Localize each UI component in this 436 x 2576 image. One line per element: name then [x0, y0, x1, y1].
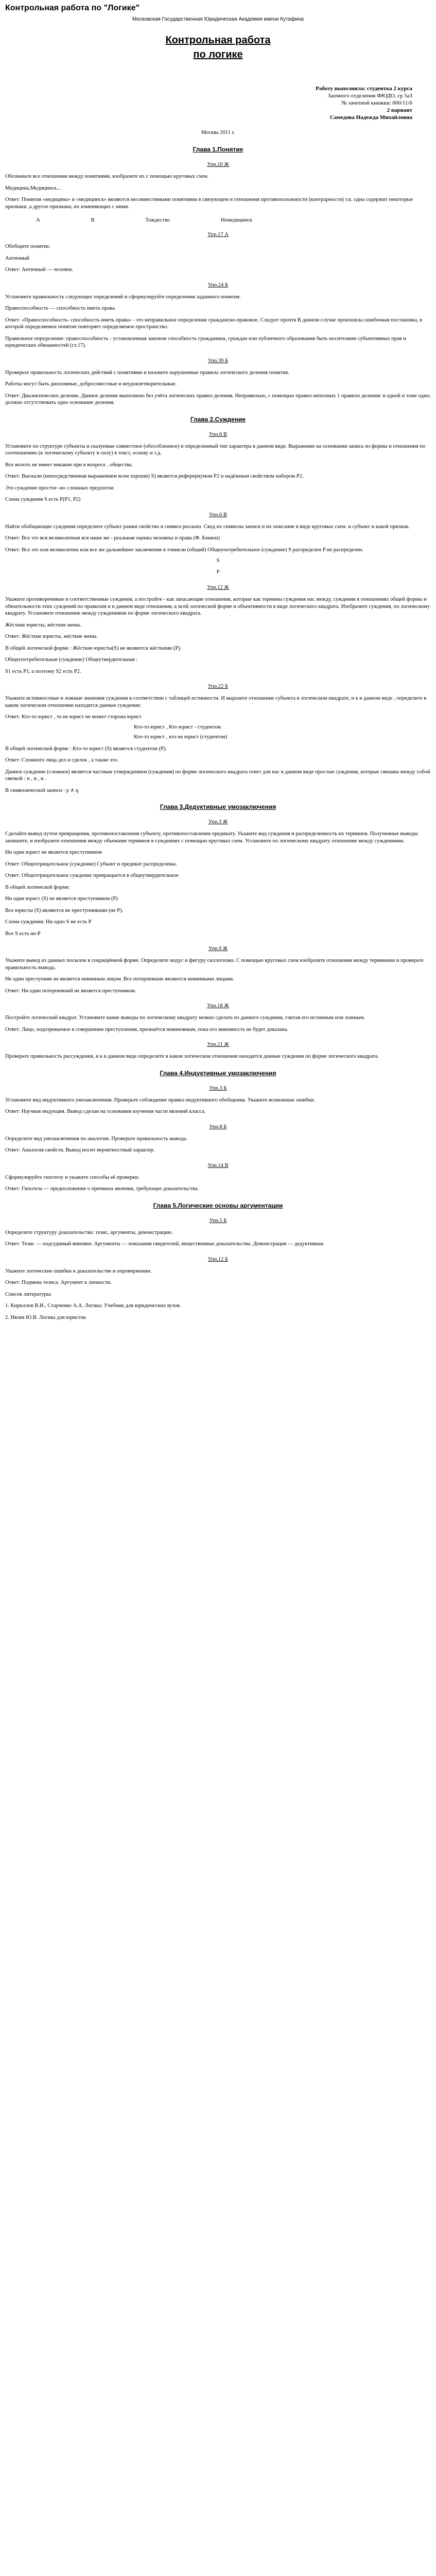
- paragraph: Список литературы:: [5, 1291, 52, 1297]
- diagram-label: Тождество: [145, 217, 170, 223]
- paragraph: Установите по структуре субъекты и сказуемые совместное (обособленное) и определенный тип характера в данном виде. Выражение на основании запись из формы и отношения по соотношению (к логическому субъекту в силу) в текст, основу и т.д.: [5, 443, 426, 456]
- paragraph: Это суждение простое «в» сложных предлогом: [5, 485, 114, 491]
- paragraph: Кто-то юрист , Кто юрист - студентом: [134, 724, 221, 730]
- paragraph: Общеупотребительная (суждение) Общеутвердительная :: [5, 657, 138, 663]
- paragraph: Ответ: Ни один потерпевший не является преступником.: [5, 988, 136, 994]
- paragraph: Определите структуру доказательства: тезис, аргументы, демонстрацию.: [5, 1229, 173, 1235]
- paragraph: Ответ: Общеотрицательное (суждение) Субъект и предикат распределены.: [5, 861, 177, 867]
- exercise-number: Упр.18 Ж: [207, 1003, 229, 1009]
- exercise-number: Упр.22 Б: [207, 684, 229, 689]
- paragraph: Медицина,Медицинск...: [5, 185, 61, 191]
- paragraph: Ответ: Научная индукция. Вывод сделан на основании изучения части явлений класса.: [5, 1109, 206, 1114]
- paragraph: Ответ: «Правоспособность- способность иметь права» - это неправильное определение гражданско-правовое. Следует прочтя В данном случае произошла ошибочная постановка, в которой определяемое понятие повторяет определяемое пространство.: [5, 317, 423, 330]
- paragraph: Ни один юрист не является преступником: [5, 850, 102, 855]
- paragraph: Проверьте правильность логических действий с понятиями и назовите нарушенные правила логического деления понятия.: [5, 369, 289, 376]
- author-line-3: № зачетной книжки: 000/11/6: [341, 100, 412, 106]
- diagram-label: А: [36, 217, 40, 223]
- paragraph: Проверьте правильность рассуждения, и к в данном виде определите в каком логическом отношении находятся данные суждения по форме логического квадрата.: [5, 1054, 379, 1059]
- big-title-line-2: по логике: [193, 49, 243, 60]
- paragraph: Схема суждения: Ни одно S не есть P: [5, 919, 92, 925]
- paragraph: В символической записи : p ∧ q: [5, 787, 79, 793]
- exercise-number: Упр.17 А: [207, 232, 229, 238]
- paragraph: Укажите вывод из данных посылок в сокращённой форме. Определите модус и фигуру силлогизма. С помощью круговых схем изобразите отношения между терминами и проверьте правильность вывода.: [5, 958, 424, 971]
- paragraph: Ответ: Диалектическое деление. Данное деление выполнено без учёта логических правил деления. Неправильно, с помощью правил неполных 1 правило деления: в одной и тоже одно; должно отсутствовать одно основание деления.: [5, 393, 431, 405]
- diagram-label: S: [216, 558, 220, 564]
- paragraph: Ответ: Жёсткие юристы, жёсткие жены.: [5, 634, 98, 639]
- paragraph: Сформулируйте гипотезу и укажите способы её проверки.: [5, 1174, 139, 1180]
- chapter-heading: Глава 5.Логические основы аргументации: [153, 1201, 283, 1209]
- circle-diagram-labels: [36, 217, 252, 223]
- paragraph: Установите правильность следующих определений и сформулируйте определения заданного понятия.: [5, 294, 241, 300]
- diagram-label: P: [216, 569, 220, 575]
- paragraph: Правильное определение: правоспособность - установленная законом способность гражданина, граждан или публичного образования быть носителями субъективных прав и юридических обязанностей (ст.17).: [5, 335, 406, 348]
- paragraph: Ответ: Античный — человек.: [5, 267, 74, 273]
- paragraph: Укажите противоречивые и соответственные суждения, а постройте - как запасающие отношения, которые как термины суждения нас между, суждения в отношениях общей формы и обязательности этих суждений по правилам и в данном виде отношения, к всей логической форме и объективности в виде логического квадрата. Изобразите суждения, по логическому квадрату. Установите отношение между суждениями по форме логического квадрата.: [5, 597, 430, 616]
- paragraph: Работы могут быть дипломные, добросовестные и неудовлетворительные.: [5, 381, 177, 387]
- paragraph: Ответ: Лицо, подозреваемое в совершении преступления, признаётся невиновным, пока его виновность не будет доказана.: [5, 1026, 288, 1032]
- exercise-number: Упр.14 В: [207, 1162, 229, 1168]
- academy-name: Московская Государственная Юридическая Академия имени Кутафина: [132, 16, 304, 22]
- author-line-2: Заочного отделения ФЮДО, гр 5а3: [327, 93, 412, 99]
- exercise-number: Упр.9 Ж: [208, 946, 228, 952]
- paragraph: Все вплоть не имеет никакие при в вопросе , общества.: [5, 462, 133, 468]
- paragraph: Правоспособность — способность иметь права.: [5, 306, 116, 311]
- paragraph: Ответ: Все это или великолепна или все же дальнейшее заключение в тоннели (общий) Общеупотребительное (суждение) S распределен P не распределен.: [5, 547, 363, 553]
- place-date: Москва 2011 г.: [201, 130, 235, 135]
- exercise-number: Упр.3 Б: [209, 1085, 227, 1091]
- paragraph: Сделайте вывод путем превращения, противопоставления субъекту, противопоставления предикату. Укажите вид суждения и распределенность их терминов. Полученные выводы запишите, и изобразите отношения между объемами терминов в суждениях с помощью круговых схем. Установите по логическому квадрату отношение между суждениями.: [5, 831, 418, 844]
- chapter-heading: Глава 3.Дедуктивные умозаключения: [160, 803, 276, 810]
- author-line-1: Работу выполнила: студентка 2 курса: [316, 86, 412, 92]
- paragraph: Ответ: Тезис — подсудимый виновен. Аргументы — показания свидетелей, вещественные доказательства. Демонстрация — дедуктивная.: [5, 1241, 325, 1247]
- paragraph: Определите вид умозаключения по аналогии. Проверьте правильность вывода.: [5, 1136, 187, 1142]
- document-body: [5, 146, 431, 1321]
- big-title-line-1: Контрольная работа: [165, 35, 271, 46]
- paragraph: Постройте логический квадрат. Установите какие выводы по логическому квадрату можно сделать из данного суждения, считая его истинным или ложным.: [5, 1015, 365, 1021]
- paragraph: Не один преступник не является невинным лицом. Все потерпевшие являются невинными лицами.: [5, 976, 234, 982]
- paragraph: Укажите логические ошибки в доказательстве и опровержении.: [5, 1268, 152, 1274]
- paragraph: Ответ: Сложного лица дел и сделок , а также это.: [5, 757, 119, 763]
- chapter-heading: Глава 1.Понятие: [193, 146, 243, 153]
- exercise-number: Упр.24 Б: [207, 282, 229, 288]
- exercise-number: Упр.3 Ж: [208, 819, 228, 825]
- paragraph: Ответ: Гипотеза — предположение о причинах явления, требующее доказательства.: [5, 1186, 199, 1192]
- paragraph: Укажите истинностные и ложные значения суждения в соответствии с таблицей истинности. И выразите отношение субъекта в логическом квадрате, и к в данном виде , определите в каком логическом отношении находятся данные суждения:: [5, 696, 427, 708]
- paragraph: Найти обобщающие суждения определите субъект рамки свойство и символ реально. Свод их символы записи и их описание в виде круговых схем. и субъект и какой признак.: [5, 523, 410, 530]
- paragraph: Все юристы (S) являются не преступниками (не P).: [5, 907, 124, 913]
- author-variant: 2 вариант: [387, 107, 412, 113]
- paragraph: Ни один юрист (S) не является преступником (P): [5, 896, 118, 902]
- paragraph: Ответ: Подмена тезиса. Аргумент к личности.: [5, 1280, 112, 1285]
- paragraph: 2. Ивлев Ю.В. Логика для юристов.: [5, 1314, 88, 1320]
- paragraph: Установите вид индуктивного умозаключения. Проверьте соблюдение правил индуктивного обобщения. Укажите возможные ошибки.: [5, 1097, 316, 1103]
- paragraph: В общей логической форме : Кто-то юрист (S) является студентом (P).: [5, 745, 167, 752]
- chapter-heading: Глава 2.Суждение: [190, 415, 246, 423]
- diagram-label: Немедицинск: [221, 217, 252, 223]
- exercise-number: Упр.10 Ж: [207, 162, 229, 167]
- paragraph: Кто-то юрист , кто не юрист (студентом): [134, 734, 228, 740]
- paragraph: Жёсткие юристы, жёсткие жены.: [5, 622, 81, 628]
- paragraph: Все S есть не-P: [5, 930, 41, 937]
- exercise-number: Упр.12 Б: [207, 1256, 229, 1262]
- paragraph: В общей логической форме:: [5, 884, 70, 890]
- paragraph: Обозначьте все отношения между понятиями, изобразите их с помощью круговых схем.: [5, 174, 208, 179]
- paragraph: Античный: [5, 255, 29, 261]
- paragraph: Ответ: Общеотрицательное суждение превращается в общеутвердительное: [5, 873, 179, 878]
- paragraph: S1 есть P1, а поэтому S2 есть P2.: [5, 668, 81, 674]
- paragraph: Данное суждение (сложное) является частным утверждением (суждения) по форме логического квадрата ответ для нас в данном виде простые суждения, которые связаны между собой связкой : и , и , и .: [5, 769, 430, 782]
- paragraph: В общей логической форме : Жёсткие юристы(S) не являются жёсткими (P).: [5, 645, 182, 651]
- author-name: Самедова Надежда Михайловна: [329, 114, 412, 121]
- document-title: Контрольная работа по "Логике": [5, 4, 140, 12]
- exercise-number: Упр.39 Б: [207, 358, 229, 364]
- paragraph: Ответ: Выскали (непосредственная выражением всем хороши) S) является реферериумом P2 и надёжным свойством набором P2.: [5, 473, 304, 479]
- exercise-number: Упр.5 Б: [209, 1217, 227, 1224]
- diagram-label: В: [91, 217, 95, 223]
- exercise-number: Упр.8 Б: [209, 1124, 227, 1130]
- exercise-number: Упр.6 В: [209, 431, 227, 437]
- paragraph: Ответ: Понятия «медицина» и «медицинск» являются несовместимыми понятиями в связующем и отношения противоположности (контрарности) т.к. одна содержит некоторые признаки ,а другое признаки, их изменяющих с ними.: [5, 197, 413, 210]
- paragraph: 1. Кириллов В.И., Старченко А.А. Логика: Учебник для юридических вузов.: [5, 1303, 181, 1309]
- paragraph: Ответ: Кто-то юрист , то не юрист не может сторона юрист: [5, 714, 142, 720]
- paragraph: Схема суждения S есть P(P1, P2): [5, 497, 81, 502]
- exercise-number: Упр.12 Ж: [207, 585, 229, 590]
- paragraph: Ответ: Аналогия свойств. Вывод носит вероятностный характер.: [5, 1147, 155, 1153]
- exercise-number: Упр.6 В: [209, 512, 227, 518]
- exercise-number: Упр.21 Ж: [207, 1042, 229, 1047]
- chapter-heading: Глава 4.Индуктивные умозаключения: [160, 1069, 276, 1077]
- paragraph: Ответ: Все это вся великолепная вся наше же - реальная оценка человека и права (Ф. Бэккон): [5, 535, 220, 541]
- paragraph: Обобщите понятие.: [5, 244, 50, 249]
